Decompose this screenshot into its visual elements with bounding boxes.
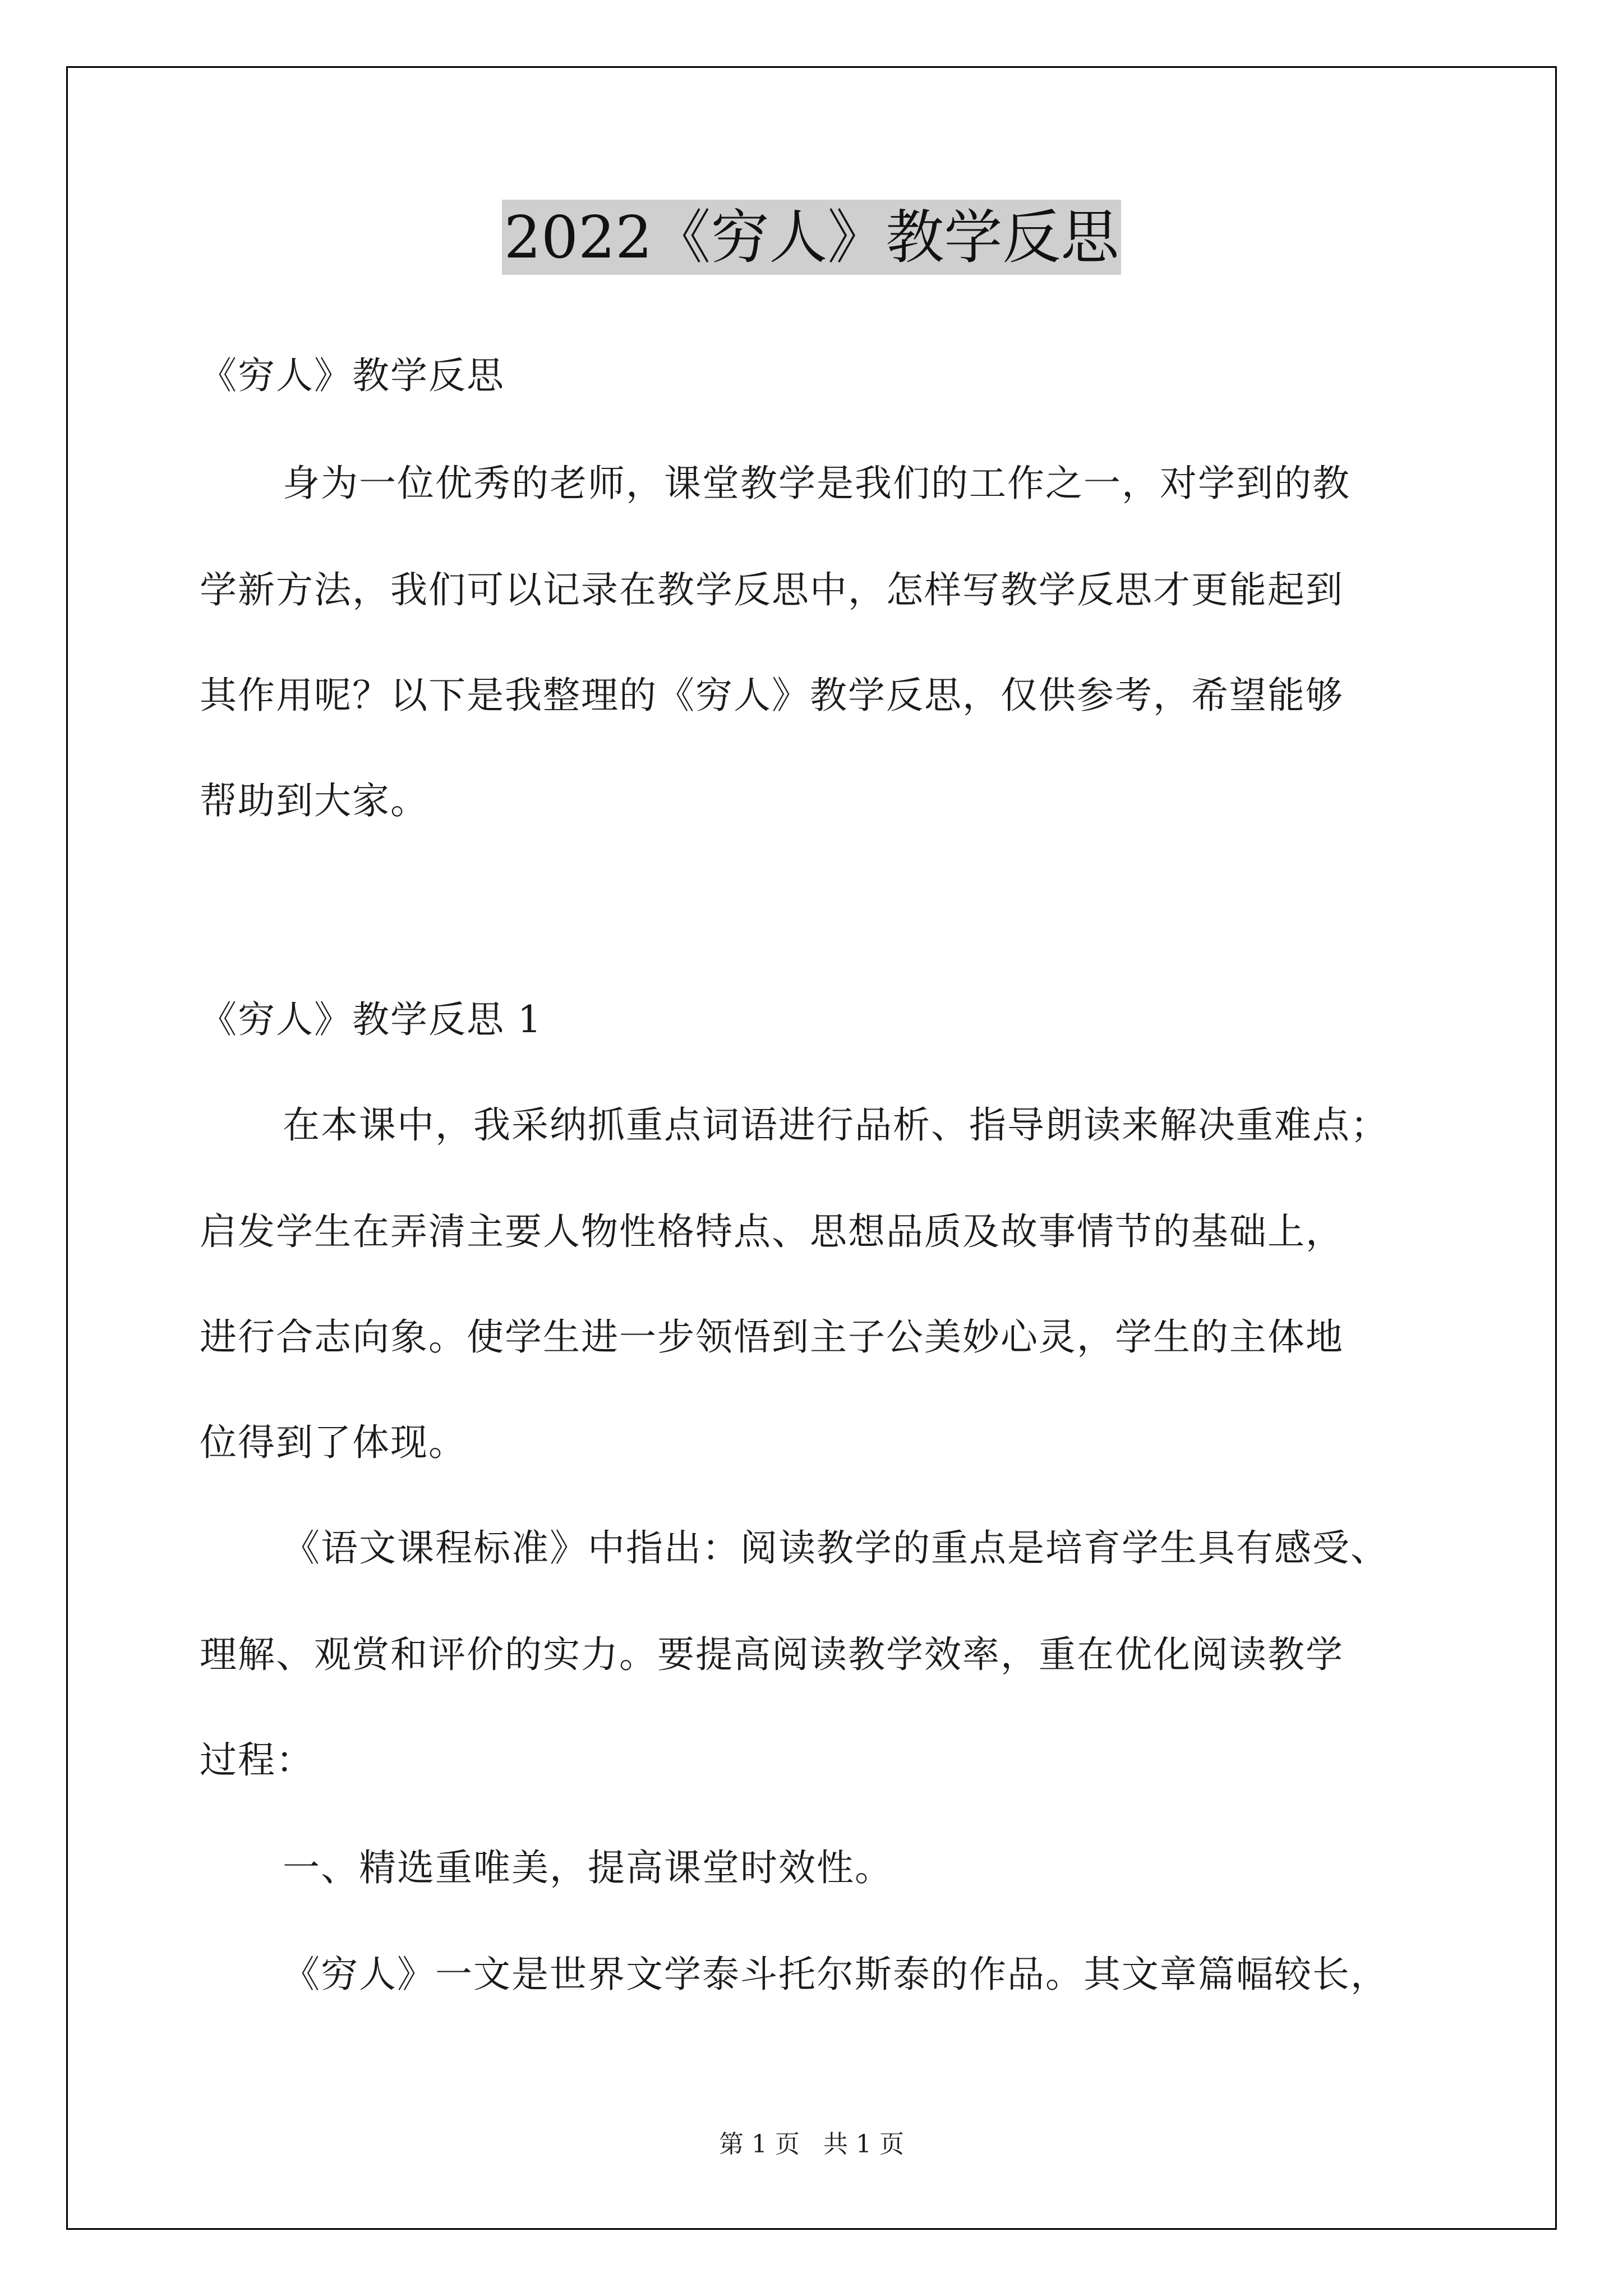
title-container	[0, 200, 1623, 275]
paragraph-line: 在本课中，我采纳抓重点词语进行品析、指导朗读来解决重难点；	[283, 1103, 1389, 1147]
paragraph-line: 身为一位优秀的老师，课堂教学是我们的工作之一，对学到的教	[283, 462, 1350, 505]
page-footer	[0, 2129, 1623, 2160]
paragraph-line: 位得到了体现。	[200, 1421, 467, 1464]
page-number: 第 1 页	[719, 2130, 800, 2159]
paragraph-line: 其作用呢？以下是我整理的《穷人》教学反思，仅供参考，希望能够	[200, 674, 1344, 717]
paragraph-line: 过程：	[200, 1738, 314, 1782]
section-heading: 《穷人》教学反思	[200, 354, 505, 397]
page-total: 共 1 页	[823, 2130, 904, 2159]
paragraph-line: 理解、观赏和评价的实力。要提高阅读教学效率，重在优化阅读教学	[200, 1633, 1344, 1676]
paragraph-line: 帮助到大家。	[200, 779, 428, 822]
document-title: 2022《穷人》教学反思	[502, 200, 1122, 275]
paragraph-line: 学新方法，我们可以记录在教学反思中，怎样写教学反思才更能起到	[200, 568, 1344, 611]
paragraph-line: 进行合志向象。使学生进一步领悟到主子公美妙心灵，学生的主体地	[200, 1315, 1344, 1359]
paragraph-line: 《语文课程标准》中指出：阅读教学的重点是培育学生具有感受、	[283, 1526, 1389, 1570]
section-heading: 《穷人》教学反思 1	[200, 998, 542, 1041]
paragraph-line: 启发学生在弄清主要人物性格特点、思想品质及故事情节的基础上，	[200, 1210, 1344, 1253]
paragraph-line: 《穷人》一文是世界文学泰斗托尔斯泰的作品。其文章篇幅较长，	[283, 1953, 1389, 1996]
subheading-line: 一、精选重唯美，提高课堂时效性。	[283, 1846, 893, 1889]
